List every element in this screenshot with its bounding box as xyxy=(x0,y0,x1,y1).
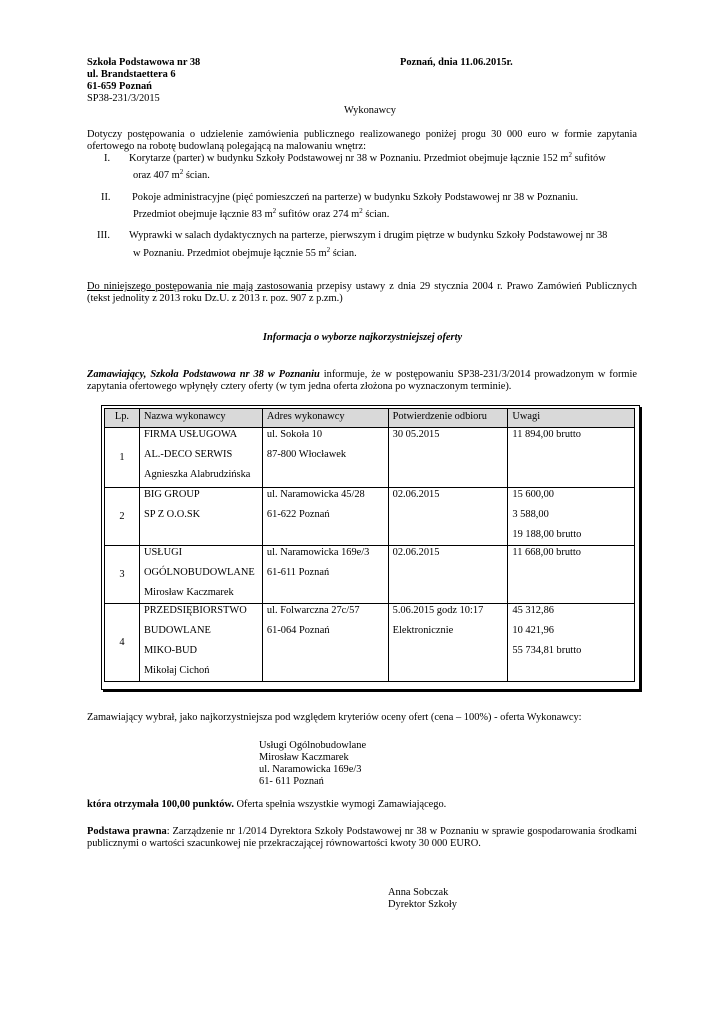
school-name: Szkoła Podstawowa nr 38 xyxy=(87,57,201,68)
item-text-line2: oraz 407 $m^2$ ścian. xyxy=(133,168,210,181)
table-row xyxy=(105,488,635,546)
table-header-row xyxy=(105,409,635,428)
row-name: FIRMA USŁUGOWA AL.-DECO SERWIS Agnieszka Alabrudzińska xyxy=(139,428,262,488)
winner-line: Mirosław Kaczmarek xyxy=(259,752,349,763)
winner-block xyxy=(259,740,366,788)
law-rest: przepisy ustawy z dnia 29 stycznia 2004 r. Prawo Zamówień Publicznych (tekst jednolity z 2013 roku Dz.U. z 2013 r. poz. 907 z p.zm.) xyxy=(87,281,637,304)
info-paragraph xyxy=(87,369,637,393)
row-name: USŁUGI OGÓLNOBUDOWLANE Mirosław Kaczmarek xyxy=(139,546,262,604)
row-address: ul. Naramowicka 45/28 61-622 Poznań xyxy=(262,488,388,546)
row-receipt: 02.06.2015 xyxy=(388,546,508,604)
row-lp: 1 xyxy=(105,428,140,488)
header-notes: Uwagi xyxy=(508,409,635,428)
row-address: ul. Naramowicka 169e/3 61-611 Poznań xyxy=(262,546,388,604)
signature-title: Dyrektor Szkoły xyxy=(388,899,457,910)
row-lp: 4 xyxy=(105,604,140,682)
row-notes: 45 312,86 10 421,96 55 734,81 brutto xyxy=(508,604,635,682)
intro-paragraph: Dotyczy postępowania o udzielenie zamówienia publicznego realizowanego poniżej progu 30 000 euro w formie zapytania ofertowego na robotę budowlaną polegającą na malowaniu wnętrz: xyxy=(87,129,637,152)
addressee: Wykonawcy xyxy=(344,105,396,116)
winner-line: 61- 611 Poznań xyxy=(259,776,324,787)
row-notes: 11 668,00 brutto xyxy=(508,546,635,604)
winner-line: ul. Naramowicka 169e/3 xyxy=(259,764,362,775)
section-title: Informacja o wyborze najkorzystniejszej oferty xyxy=(262,332,463,343)
table-row xyxy=(105,546,635,604)
legal-basis-paragraph xyxy=(87,826,637,850)
row-name: BIG GROUP SP Z O.O.SK xyxy=(139,488,262,546)
item-number: III. xyxy=(97,230,110,241)
info-bold: Zamawiający, Szkoła Podstawowa nr 38 w Poznaniu xyxy=(87,369,320,380)
info-rest: informuje, że w postępowaniu SP38-231/3/2014 prowadzonym w formie zapytania ofertowego wpłynęły cztery oferty (w tym jedna oferta złożona po wyznaczonym terminie). xyxy=(87,369,638,392)
item-number: II. xyxy=(101,192,111,203)
row-address: ul. Sokoła 10 87-800 Włocławek xyxy=(262,428,388,488)
table-row xyxy=(105,604,635,682)
header-lp: Lp. xyxy=(105,409,140,428)
row-name: PRZEDSIĘBIORSTWO BUDOWLANE MIKO-BUD Mikołaj Cichoń xyxy=(139,604,262,682)
item-text-line1: Pokoje administracyjne (pięć pomieszczeń na parterze) w budynku Szkoły Podstawowej nr 38 w Poznaniu. xyxy=(132,192,579,203)
item-text-line2: w Poznaniu. Przedmiot obejmuje łącznie 55 $m^2$ ścian. xyxy=(133,246,357,259)
offers-table xyxy=(104,408,635,682)
school-postal: 61-659 Poznań xyxy=(87,81,152,92)
row-receipt: 5.06.2015 godz 10:17 Elektronicznie xyxy=(388,604,508,682)
points-paragraph xyxy=(87,799,647,811)
row-lp: 3 xyxy=(105,546,140,604)
school-street: ul. Brandstaettera 6 xyxy=(87,69,176,80)
sender-block xyxy=(87,57,287,105)
row-notes: 15 600,00 3 588,00 19 188,00 brutto xyxy=(508,488,635,546)
row-receipt: 30 05.2015 xyxy=(388,428,508,488)
place-date: Poznań, dnia 11.06.2015r. xyxy=(400,57,513,68)
points-bold: która otrzymała 100,00 punktów. xyxy=(87,799,234,810)
choice-paragraph: Zamawiający wybrał, jako najkorzystniejsza pod względem kryteriów oceny ofert (cena – 100%) - oferta Wykonawcy: xyxy=(87,712,582,723)
item-text-line2: Przedmiot obejmuje łącznie 83 $m^2$ sufitów oraz 274 $m^2$ ścian. xyxy=(133,207,390,220)
header-receipt: Potwierdzenie odbioru xyxy=(388,409,508,428)
legal-basis-bold: Podstawa prawna xyxy=(87,826,167,837)
law-paragraph xyxy=(87,281,637,305)
row-lp: 2 xyxy=(105,488,140,546)
signature-name: Anna Sobczak xyxy=(388,887,449,898)
law-underlined: Do niniejszego postępowania nie mają zastosowania xyxy=(87,281,313,292)
reference-number: SP38-231/3/2015 xyxy=(87,93,160,104)
item-number: I. xyxy=(104,153,111,164)
signature-block xyxy=(388,887,457,911)
legal-basis-rest: : Zarządzenie nr 1/2014 Dyrektora Szkoły Podstawowej nr 38 w Poznaniu w sprawie gospodarowania środkami publicznymi o wartości szacunkowej nie przekraczającej równowartości kwoty 30 000 EURO. xyxy=(87,826,638,849)
header-name: Nazwa wykonawcy xyxy=(139,409,262,428)
header-address: Adres wykonawcy xyxy=(262,409,388,428)
item-text-line1: Korytarze (parter) w budynku Szkoły Podstawowej nr 38 w Poznaniu. Przedmiot obejmuje łącznie 152 $m^2$ sufitów xyxy=(129,151,606,164)
winner-line: Usługi Ogólnobudowlane xyxy=(259,740,367,751)
points-rest: Oferta spełnia wszystkie wymogi Zamawiającego. xyxy=(233,799,447,810)
row-notes: 11 894,00 brutto xyxy=(508,428,635,488)
row-receipt: 02.06.2015 xyxy=(388,488,508,546)
row-address: ul. Folwarczna 27c/57 61-064 Poznań xyxy=(262,604,388,682)
table-row xyxy=(105,428,635,488)
item-text-line1: Wyprawki w salach dydaktycznych na parterze, pierwszym i drugim piętrze w budynku Szkoły Podstawowej nr 38 xyxy=(129,230,608,241)
